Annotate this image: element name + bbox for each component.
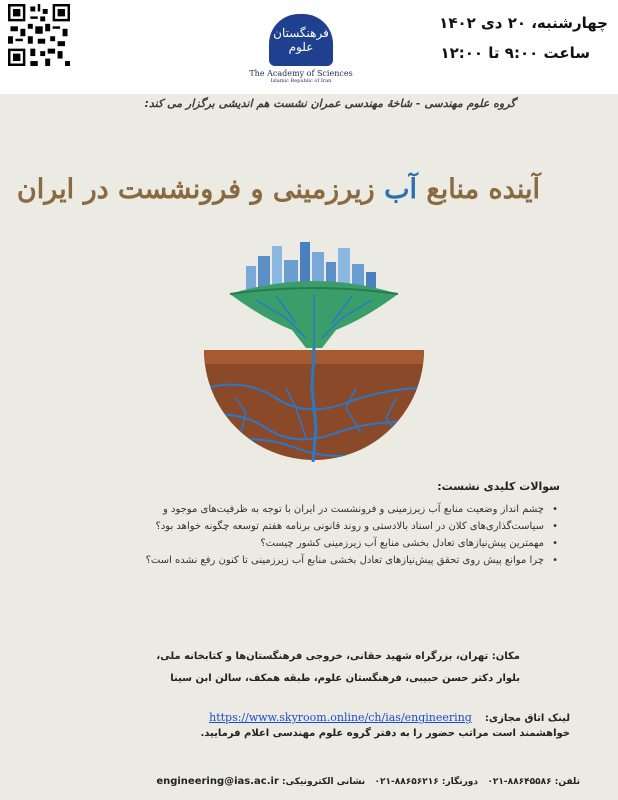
virtual-room-link[interactable]: https://www.skyroom.online/ch/ias/engineering — [209, 711, 472, 724]
question-item: • چشم انداز وضعیت منابع آب زیرزمینی و فرونشست در ایران با توجه به ظرفیت‌های موجود و — [40, 501, 560, 518]
event-date: چهارشنبه، ۲۰ دی ۱۴۰۲ — [439, 14, 608, 32]
title-highlight: آب — [384, 174, 417, 205]
logo-persian-text: فرهنگستان علوم — [273, 26, 329, 54]
virtual-room-label: لینک اتاق مجازی: — [484, 713, 570, 724]
organizer-line: گروه علوم مهندسی - شاخهٔ مهندسی عمران نشست هم اندیشی برگزار می کند: — [144, 97, 516, 110]
event-time: ساعت ۹:۰۰ تا ۱۲:۰۰ — [440, 44, 590, 62]
academy-logo — [246, 14, 356, 84]
attendance-request: خواهشمند است مراتب حضور را به دفتر گروه علوم مهندسی اعلام فرمایید. — [200, 728, 570, 739]
contact-email[interactable]: engineering@ias.ac.ir — [156, 776, 279, 787]
contact-footer — [60, 776, 580, 787]
key-questions-heading: سوالات کلیدی نشست: — [437, 480, 560, 493]
logo-emblem — [269, 14, 333, 66]
event-datetime — [439, 14, 608, 62]
logo-english-name: The Academy of Sciences — [249, 69, 353, 78]
groundwater-illustration — [186, 238, 442, 462]
poster-title — [16, 174, 540, 205]
venue-line-1: مکان: تهران، بزرگراه شهید حقانی، خروجی فرهنگستان‌ها و کتابخانه ملی، — [156, 651, 520, 662]
contact-fax: دورنگار: ۸۸۶۵۶۲۱۶-۰۲۱ — [374, 777, 479, 787]
question-item-continuation: • سیاست‌گذاری‌های کلان در اسناد بالادستی و روند قانونی برنامه هفتم توسعه چگونه خواهد بود؟ — [40, 518, 560, 535]
qr-code-icon[interactable] — [8, 4, 70, 66]
key-questions-list — [40, 501, 560, 569]
venue-line-2: بلوار دکتر حسن حبیبی، فرهنگستان علوم، طبقه همکف، سالن ابن سینا — [170, 673, 520, 684]
contact-email-label: نشانی الکترونیکی: — [282, 777, 366, 787]
title-part-1: آینده منابع — [416, 174, 540, 205]
venue-section — [40, 646, 520, 690]
key-questions-section — [40, 480, 560, 569]
question-item: • چرا موانع پیش روی تحقق پیش‌نیازهای تعادل بخشی منابع آب زیرزمینی تا کنون رفع نشده است؟ — [40, 552, 560, 569]
question-item: • مهمترین پیش‌نیازهای تعادل بخشی منابع آب زیرزمینی کشور چیست؟ — [40, 535, 560, 552]
title-part-2: زیرزمینی و فرونشست در ایران — [16, 174, 385, 205]
header-bar — [0, 0, 618, 94]
contact-phone: تلفن: ۸۸۶۴۵۵۸۶-۰۲۱ — [487, 777, 580, 787]
virtual-room-line — [40, 706, 570, 725]
logo-english-subtitle: Islamic Republic of Iran — [270, 78, 332, 84]
